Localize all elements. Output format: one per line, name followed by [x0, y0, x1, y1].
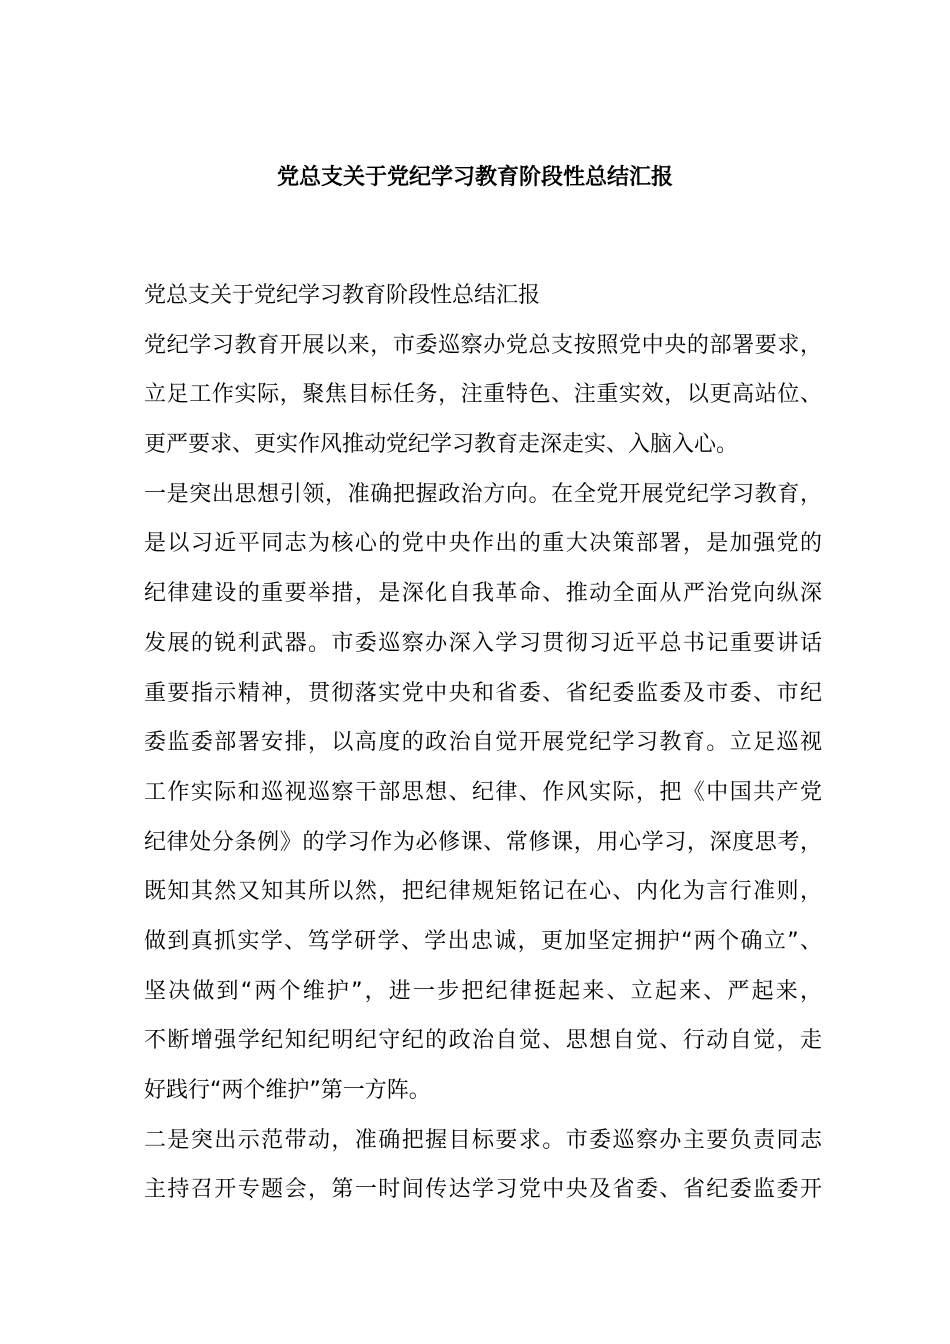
document-title: 党总支关于党纪学习教育阶段性总结汇报: [276, 165, 673, 190]
body-line: 立足工作实际，聚焦目标任务，注重特色、注重实效，以更高站位、: [144, 382, 822, 408]
body-line: 重要指示精神，贯彻落实党中央和省委、省纪委监委及市委、市纪: [144, 680, 822, 706]
body-line: 党纪学习教育开展以来，市委巡察办党总支按照党中央的部署要求，: [144, 332, 822, 358]
document-body: [144, 279, 822, 1223]
body-line-subtitle: 党总支关于党纪学习教育阶段性总结汇报: [144, 283, 541, 308]
body-line: 既知其然又知其所以然，把纪律规矩铭记在心、内化为言行准则，: [144, 879, 822, 905]
body-line: 工作实际和巡视巡察干部思想、纪律、作风实际，把《中国共产党: [144, 779, 822, 805]
body-line: 不断增强学纪知纪明纪守纪的政治自觉、思想自觉、行动自觉，走: [144, 1028, 822, 1054]
body-line: 好践行“两个维护”第一方阵。: [144, 1078, 431, 1103]
body-line: 做到真抓实学、笃学研学、学出忠诚，更加坚定拥护“两个确立”、: [144, 928, 822, 954]
body-line: 纪律建设的重要举措，是深化自我革命、推动全面从严治党向纵深: [144, 581, 822, 607]
body-line: 主持召开专题会，第一时间传达学习党中央及省委、省纪委监委开: [144, 1177, 822, 1203]
body-line: 坚决做到“两个维护”，进一步把纪律挺起来、立起来、严起来，: [144, 978, 822, 1004]
body-line: 委监委部署安排，以高度的政治自觉开展党纪学习教育。立足巡视: [144, 730, 822, 756]
body-line: 是以习近平同志为核心的党中央作出的重大决策部署，是加强党的: [144, 531, 822, 557]
body-line: 二是突出示范带动，准确把握目标要求。市委巡察办主要负责同志: [144, 1127, 822, 1153]
body-line: 更严要求、更实作风推动党纪学习教育走深走实、入脑入心。: [144, 432, 739, 458]
body-line: 发展的锐利武器。市委巡察办深入学习贯彻习近平总书记重要讲话: [144, 630, 822, 656]
body-line: 一是突出思想引领，准确把握政治方向。在全党开展党纪学习教育，: [144, 481, 822, 507]
body-line: 纪律处分条例》的学习作为必修课、常修课，用心学习，深度思考，: [144, 829, 822, 855]
